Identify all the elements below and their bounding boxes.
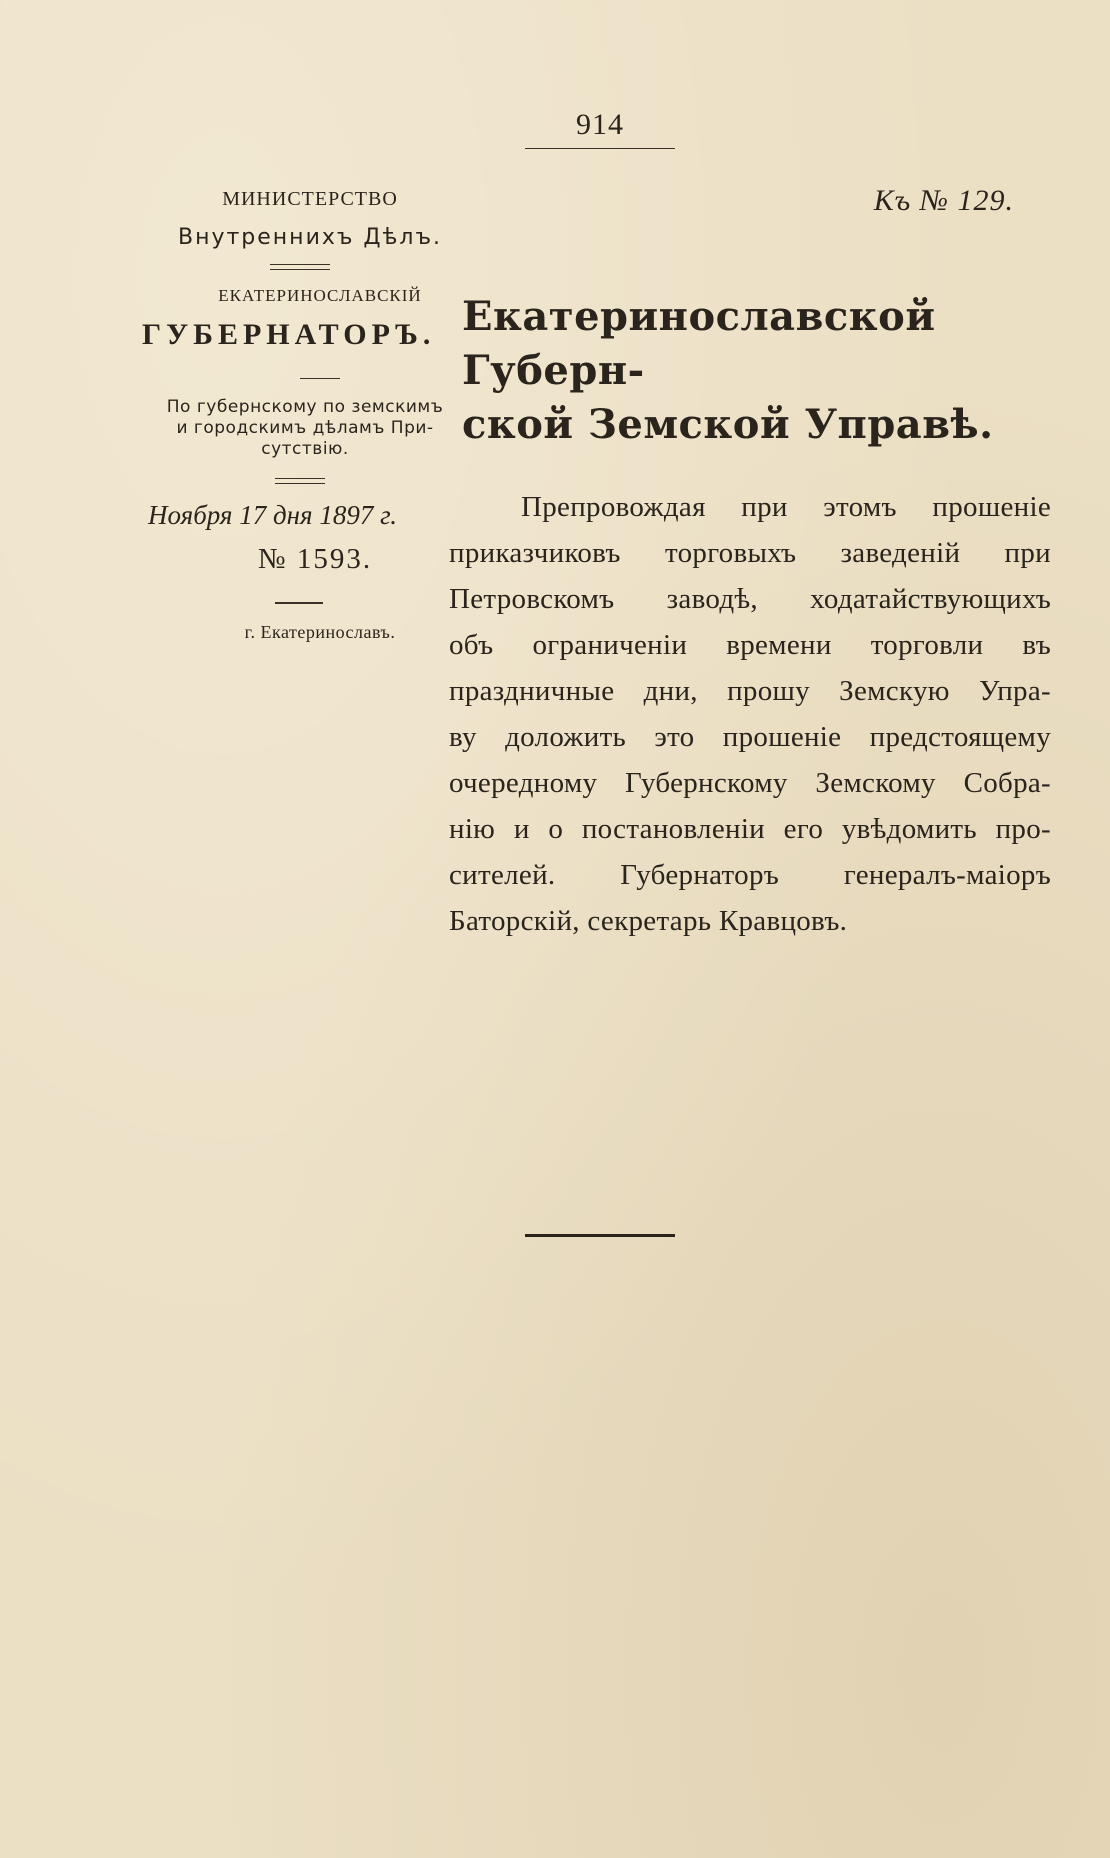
body-line: Препровождая при этомъ прошеніе	[521, 491, 1051, 523]
body-line: сителей. Губернаторъ генералъ-маіоръ	[449, 859, 1051, 891]
body-line: объ ограниченіи времени торговли въ	[449, 629, 1051, 661]
body-line: ву доложить это прошеніе предстоящему	[449, 721, 1051, 753]
body-line: праздничные дни, прошу Земскую Упра-	[449, 675, 1051, 707]
divider	[300, 378, 340, 379]
document-date: Ноября 17 дня 1897 г.	[148, 500, 397, 530]
city-name: г. Екатеринославъ.	[244, 622, 396, 642]
department-line: По губернскому по земскимъ	[166, 397, 444, 417]
reference-number: Къ № 129.	[873, 184, 1014, 217]
ministry-subtitle: Внутреннихъ Дѣлъ.	[177, 225, 442, 250]
letter-body	[449, 484, 1051, 944]
department-name	[130, 397, 470, 460]
body-line: очередному Губернскому Земскому Собра-	[449, 767, 1051, 799]
body-line: Баторскій, секретарь Кравцовъ.	[449, 905, 848, 937]
body-line: приказчиковъ торговыхъ заведеній при	[449, 537, 1051, 569]
top-divider	[525, 148, 675, 149]
body-line: нію и о постановленіи его увѣдомить про-	[449, 813, 1051, 845]
body-line: Петровскомъ заводѣ, ходатайствующихъ	[449, 583, 1051, 615]
addressee-heading	[462, 290, 1052, 452]
divider	[275, 602, 323, 604]
governor-title: ГУБЕРНАТОРЪ.	[142, 318, 436, 351]
addressee-line: Екатеринославской Губерн-	[462, 293, 936, 394]
sender-block	[130, 188, 470, 643]
double-divider	[270, 264, 330, 270]
double-divider	[275, 478, 325, 484]
department-line: и городскимъ дѣламъ При-	[176, 418, 434, 438]
addressee-line: ской Земской Управѣ.	[462, 401, 994, 448]
department-line: сутствію.	[261, 439, 349, 459]
page-number: 914	[576, 108, 624, 141]
document-number: № 1593.	[257, 543, 373, 575]
governorate-name: ЕКАТЕРИНОСЛАВСКІЙ	[218, 286, 422, 305]
ministry-title: МИНИСТЕРСТВО	[222, 188, 398, 210]
end-divider	[525, 1234, 675, 1237]
